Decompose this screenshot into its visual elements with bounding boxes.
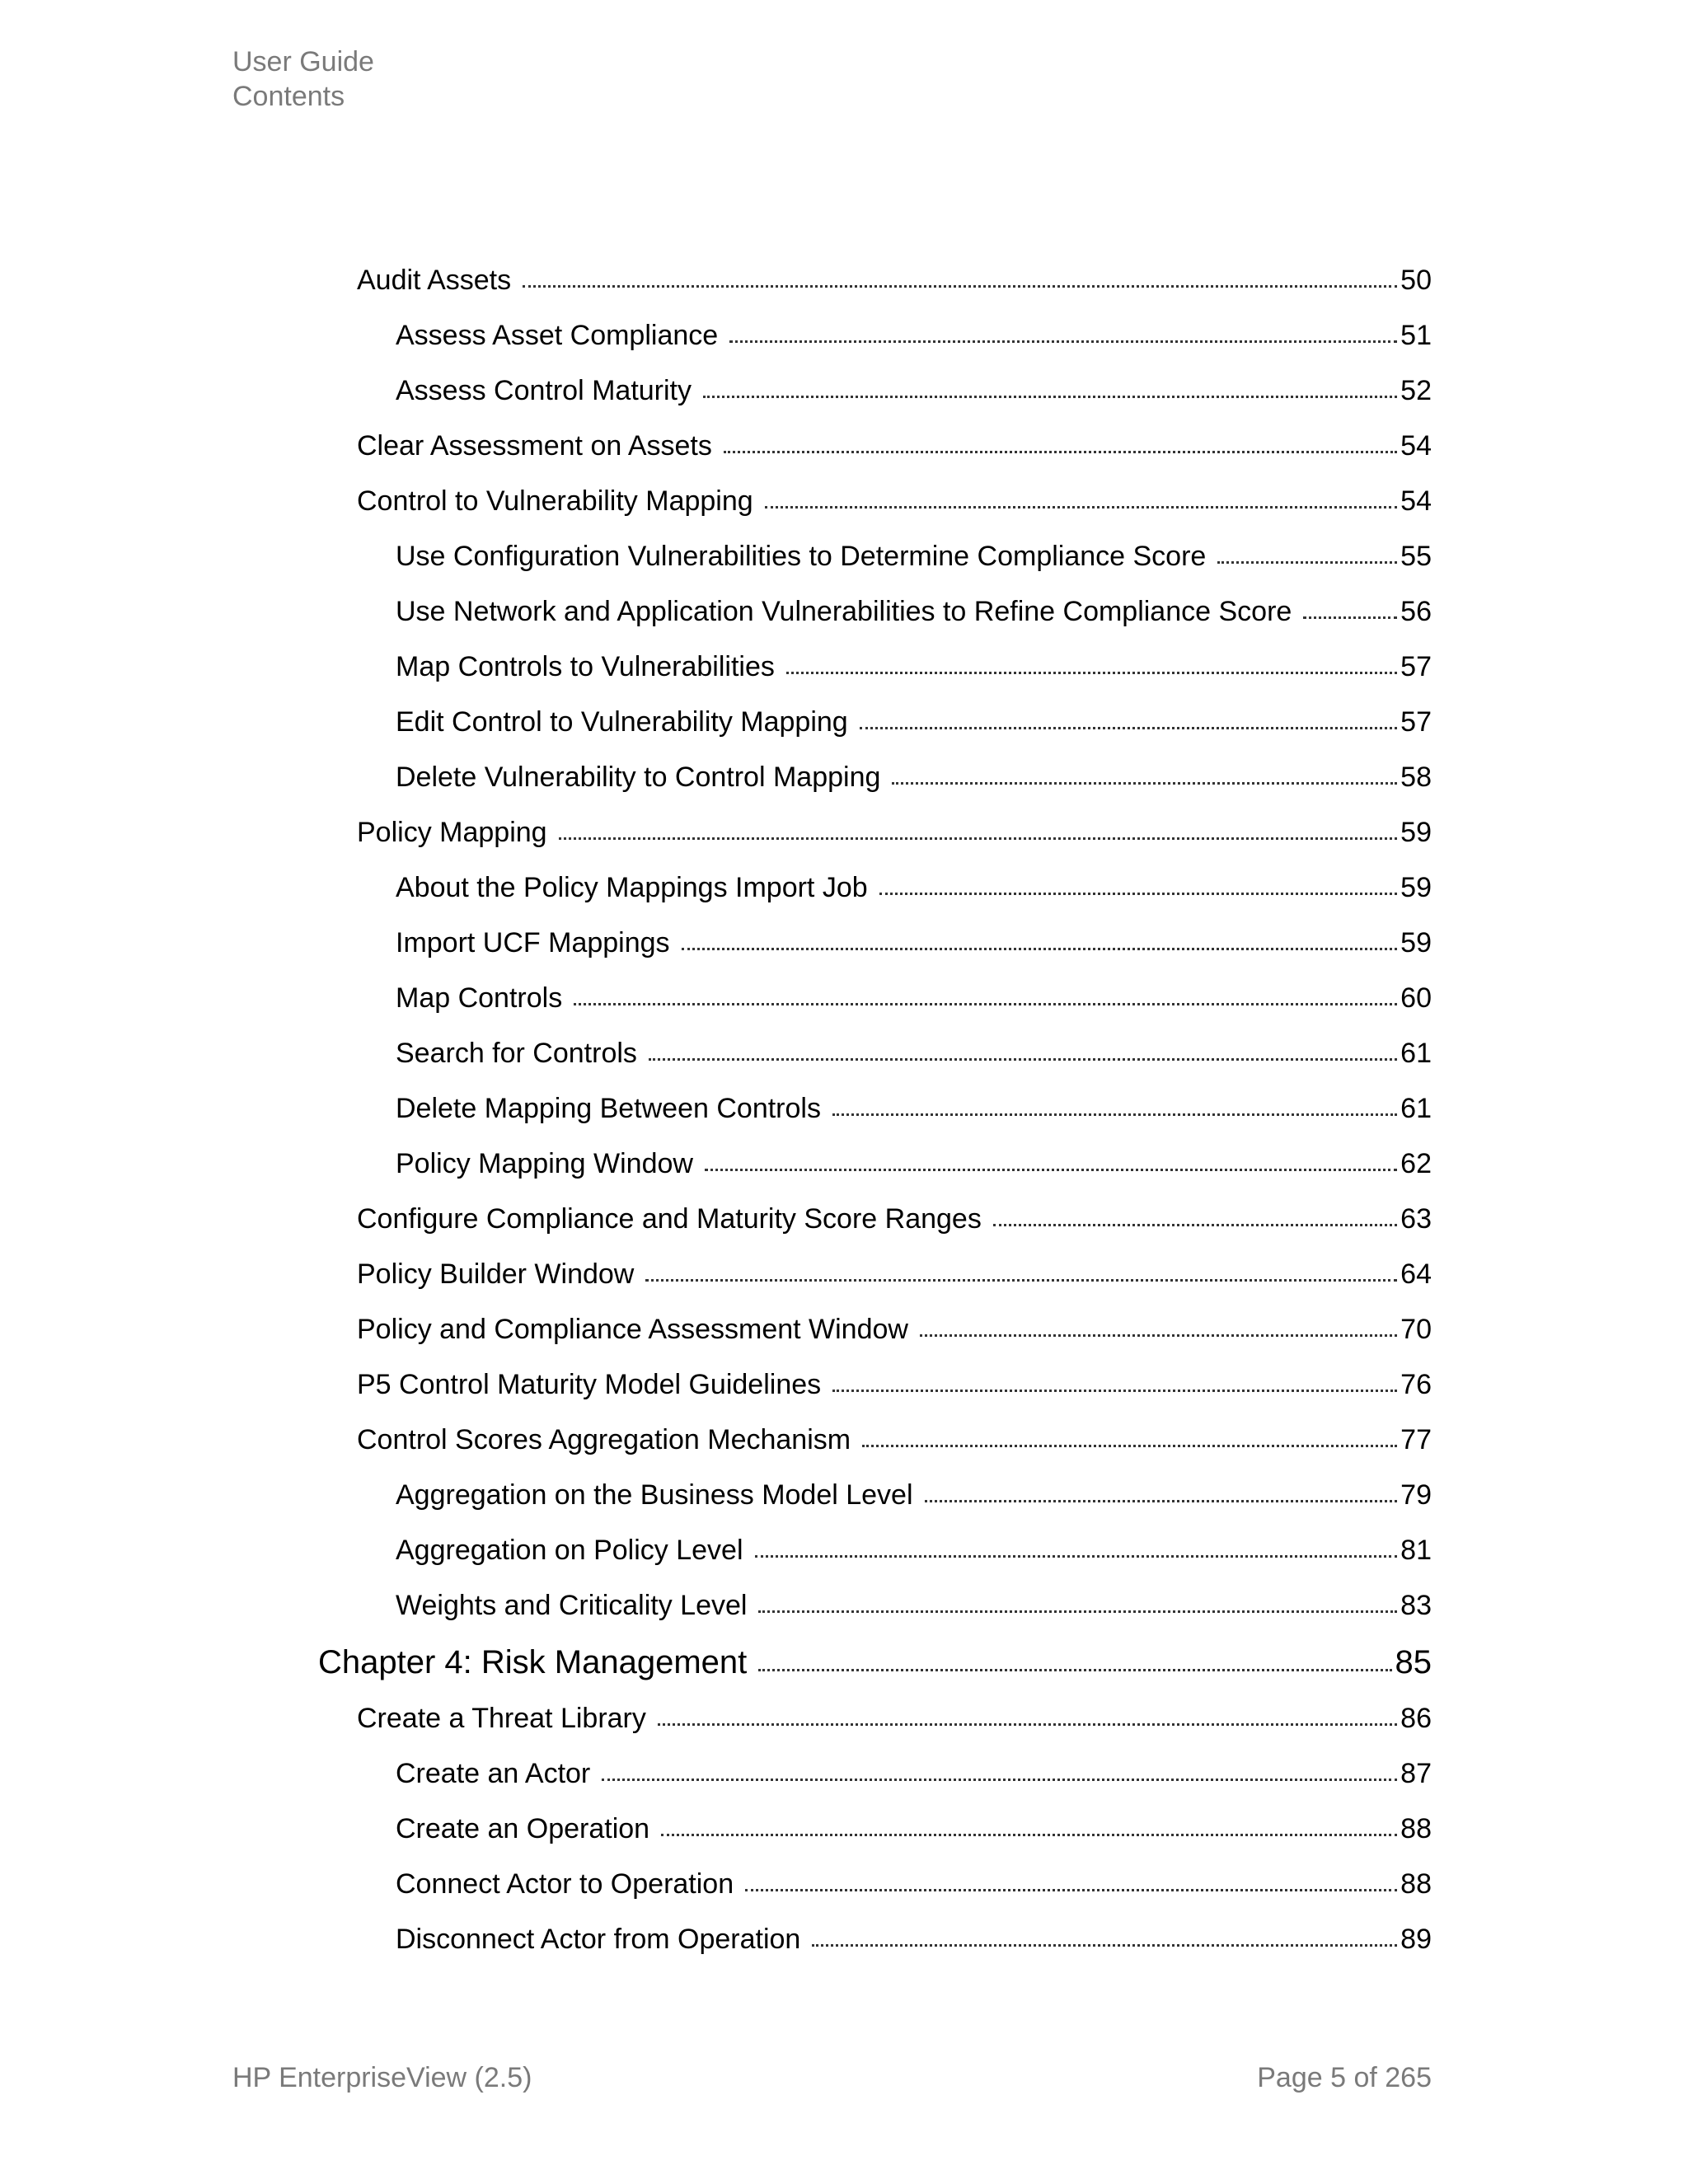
toc-entry-page: 54 xyxy=(1400,485,1432,517)
dot-leader xyxy=(832,1390,1397,1392)
toc-entry-create-an-actor[interactable] xyxy=(396,1757,1432,1790)
toc-entry-edit-control-to-vulnerability-mapping[interactable] xyxy=(396,705,1432,738)
toc-entry-policy-mapping-window[interactable] xyxy=(396,1147,1432,1180)
section-title: Contents xyxy=(232,81,345,112)
toc-entry-page: 59 xyxy=(1400,817,1432,848)
toc-entry-label: Clear Assessment on Assets xyxy=(357,430,712,462)
dot-leader xyxy=(705,1169,1397,1171)
toc-entry-label: Disconnect Actor from Operation xyxy=(396,1924,801,1955)
toc-entry-page: 79 xyxy=(1400,1479,1432,1511)
toc-entry-use-network-and-application-vulnerabilities[interactable] xyxy=(396,595,1432,628)
toc-entry-page: 88 xyxy=(1400,1868,1432,1900)
dot-leader xyxy=(574,1003,1397,1005)
dot-leader xyxy=(993,1224,1397,1226)
toc-entry-page: 64 xyxy=(1400,1258,1432,1290)
toc-entry-label: Control to Vulnerability Mapping xyxy=(357,485,753,517)
dot-leader xyxy=(724,451,1397,453)
toc-entry-policy-mapping[interactable] xyxy=(357,816,1432,849)
toc-entry-label: Use Configuration Vulnerabilities to Determine Compliance Score xyxy=(396,541,1207,572)
toc-entry-page: 54 xyxy=(1400,430,1432,462)
dot-leader xyxy=(765,506,1398,509)
dot-leader xyxy=(658,1723,1397,1726)
dot-leader xyxy=(559,837,1398,840)
dot-leader xyxy=(786,672,1397,674)
toc-entry-page: 77 xyxy=(1400,1424,1432,1455)
toc-entry-label: Assess Control Maturity xyxy=(396,375,692,406)
toc-entry-aggregation-on-policy-level[interactable] xyxy=(396,1534,1432,1567)
dot-leader xyxy=(758,1610,1397,1613)
toc-entry-page: 59 xyxy=(1400,872,1432,903)
dot-leader xyxy=(661,1834,1397,1836)
toc-entry-map-controls-to-vulnerabilities[interactable] xyxy=(396,650,1432,683)
toc-entry-label: Audit Assets xyxy=(357,265,512,296)
toc-entry-audit-assets[interactable] xyxy=(357,264,1432,297)
toc-entry-label: Map Controls to Vulnerabilities xyxy=(396,651,775,682)
toc-entry-page: 58 xyxy=(1400,762,1432,793)
toc-entry-label: Edit Control to Vulnerability Mapping xyxy=(396,706,848,738)
toc-entry-page: 59 xyxy=(1400,927,1432,958)
toc-entry-label: P5 Control Maturity Model Guidelines xyxy=(357,1369,822,1400)
dot-leader xyxy=(892,782,1397,785)
dot-leader xyxy=(758,1669,1391,1671)
toc-entry-disconnect-actor-from-operation[interactable] xyxy=(396,1923,1432,1956)
toc-entry-page: 61 xyxy=(1400,1093,1432,1124)
toc-entry-label: Assess Asset Compliance xyxy=(396,320,719,351)
toc-entry-configure-compliance-and-maturity-score-ranges[interactable] xyxy=(357,1202,1432,1235)
dot-leader xyxy=(755,1555,1398,1558)
toc-entry-connect-actor-to-operation[interactable] xyxy=(396,1868,1432,1900)
toc-entry-page: 62 xyxy=(1400,1148,1432,1179)
toc-entry-page: 60 xyxy=(1400,982,1432,1014)
toc-entry-page: 56 xyxy=(1400,596,1432,627)
toc-entry-label: Delete Mapping Between Controls xyxy=(396,1093,821,1124)
toc-entry-label: Policy and Compliance Assessment Window xyxy=(357,1314,908,1345)
toc-entry-label: Create an Operation xyxy=(396,1813,650,1844)
toc-entry-page: 55 xyxy=(1400,541,1432,572)
toc-entry-page: 83 xyxy=(1400,1590,1432,1621)
toc-entry-label: Control Scores Aggregation Mechanism xyxy=(357,1424,851,1455)
toc-entry-import-ucf-mappings[interactable] xyxy=(396,926,1432,959)
toc-chapter-risk-management[interactable] xyxy=(318,1643,1432,1682)
toc-entry-assess-control-maturity[interactable] xyxy=(396,374,1432,407)
toc-chapter-page: 85 xyxy=(1395,1644,1432,1680)
toc-entry-label: Connect Actor to Operation xyxy=(396,1868,734,1900)
toc-entry-page: 81 xyxy=(1400,1535,1432,1566)
toc-entry-label: Search for Controls xyxy=(396,1038,637,1069)
toc-entry-p5-control-maturity-model-guidelines[interactable] xyxy=(357,1368,1432,1401)
toc-entry-page: 57 xyxy=(1400,651,1432,682)
toc-entry-map-controls[interactable] xyxy=(396,982,1432,1015)
toc-entry-label: Map Controls xyxy=(396,982,563,1014)
toc-entry-label: Configure Compliance and Maturity Score Ranges xyxy=(357,1203,982,1235)
toc-entry-page: 76 xyxy=(1400,1369,1432,1400)
toc-entry-page: 52 xyxy=(1400,375,1432,406)
toc-entry-page: 50 xyxy=(1400,265,1432,296)
toc-chapter-label: Chapter 4: Risk Management xyxy=(318,1644,748,1680)
dot-leader xyxy=(729,340,1397,343)
dot-leader xyxy=(925,1500,1398,1502)
toc-entry-policy-and-compliance-assessment-window[interactable] xyxy=(357,1313,1432,1346)
toc-entry-aggregation-on-business-model-level[interactable] xyxy=(396,1479,1432,1511)
dot-leader xyxy=(523,285,1397,288)
toc-entry-policy-builder-window[interactable] xyxy=(357,1258,1432,1291)
dot-leader xyxy=(832,1113,1397,1116)
toc-entry-label: Delete Vulnerability to Control Mapping xyxy=(396,762,881,793)
page-footer xyxy=(232,2060,1432,2095)
dot-leader xyxy=(1217,561,1397,564)
toc-entry-page: 86 xyxy=(1400,1703,1432,1734)
toc-entry-page: 70 xyxy=(1400,1314,1432,1345)
toc-entry-page: 87 xyxy=(1400,1758,1432,1789)
dot-leader xyxy=(920,1334,1397,1337)
toc-entry-delete-vulnerability-to-control-mapping[interactable] xyxy=(396,761,1432,794)
toc-entry-control-scores-aggregation-mechanism[interactable] xyxy=(357,1423,1432,1456)
dot-leader xyxy=(649,1058,1397,1061)
toc-entry-search-for-controls[interactable] xyxy=(396,1037,1432,1070)
dot-leader xyxy=(1303,616,1397,619)
toc-entry-page: 57 xyxy=(1400,706,1432,738)
dot-leader xyxy=(862,1445,1397,1447)
dot-leader xyxy=(879,893,1398,895)
toc-entry-label: Create a Threat Library xyxy=(357,1703,646,1734)
toc-entry-label: Policy Mapping Window xyxy=(396,1148,693,1179)
toc-entry-create-an-operation[interactable] xyxy=(396,1812,1432,1845)
toc-entry-label: Weights and Criticality Level xyxy=(396,1590,748,1621)
toc-entry-page: 63 xyxy=(1400,1203,1432,1235)
toc-entry-delete-mapping-between-controls[interactable] xyxy=(396,1092,1432,1125)
dot-leader xyxy=(682,948,1398,950)
dot-leader xyxy=(860,727,1397,729)
toc-entry-label: Create an Actor xyxy=(396,1758,591,1789)
dot-leader xyxy=(602,1779,1397,1781)
toc-entry-label: Import UCF Mappings xyxy=(396,927,670,958)
toc-entry-control-to-vulnerability-mapping[interactable] xyxy=(357,485,1432,518)
toc-entry-label: Policy Mapping xyxy=(357,817,547,848)
toc-entry-label: Aggregation on Policy Level xyxy=(396,1535,743,1566)
toc-entry-page: 61 xyxy=(1400,1038,1432,1069)
toc-entry-weights-and-criticality-level[interactable] xyxy=(396,1589,1432,1622)
dot-leader xyxy=(703,396,1397,398)
dot-leader xyxy=(645,1279,1397,1282)
page-number: Page 5 of 265 xyxy=(1257,2062,1432,2093)
toc-entry-label: Use Network and Application Vulnerabilities to Refine Compliance Score xyxy=(396,596,1292,627)
toc-entry-page: 89 xyxy=(1400,1924,1432,1955)
toc-entry-label: Aggregation on the Business Model Level xyxy=(396,1479,913,1511)
toc-entry-label: Policy Builder Window xyxy=(357,1258,635,1290)
dot-leader xyxy=(745,1889,1397,1891)
document-title: User Guide xyxy=(232,46,374,77)
toc-entry-create-a-threat-library[interactable] xyxy=(357,1702,1432,1735)
toc-entry-label: About the Policy Mappings Import Job xyxy=(396,872,868,903)
toc-entry-assess-asset-compliance[interactable] xyxy=(396,319,1432,352)
product-name: HP EnterpriseView (2.5) xyxy=(232,2062,532,2093)
toc-entry-page: 88 xyxy=(1400,1813,1432,1844)
toc-entry-page: 51 xyxy=(1400,320,1432,351)
dot-leader xyxy=(812,1944,1397,1947)
toc-entry-use-configuration-vulnerabilities[interactable] xyxy=(396,540,1432,573)
toc-entry-about-policy-mappings-import-job[interactable] xyxy=(396,871,1432,904)
toc-entry-clear-assessment-on-assets[interactable] xyxy=(357,429,1432,462)
